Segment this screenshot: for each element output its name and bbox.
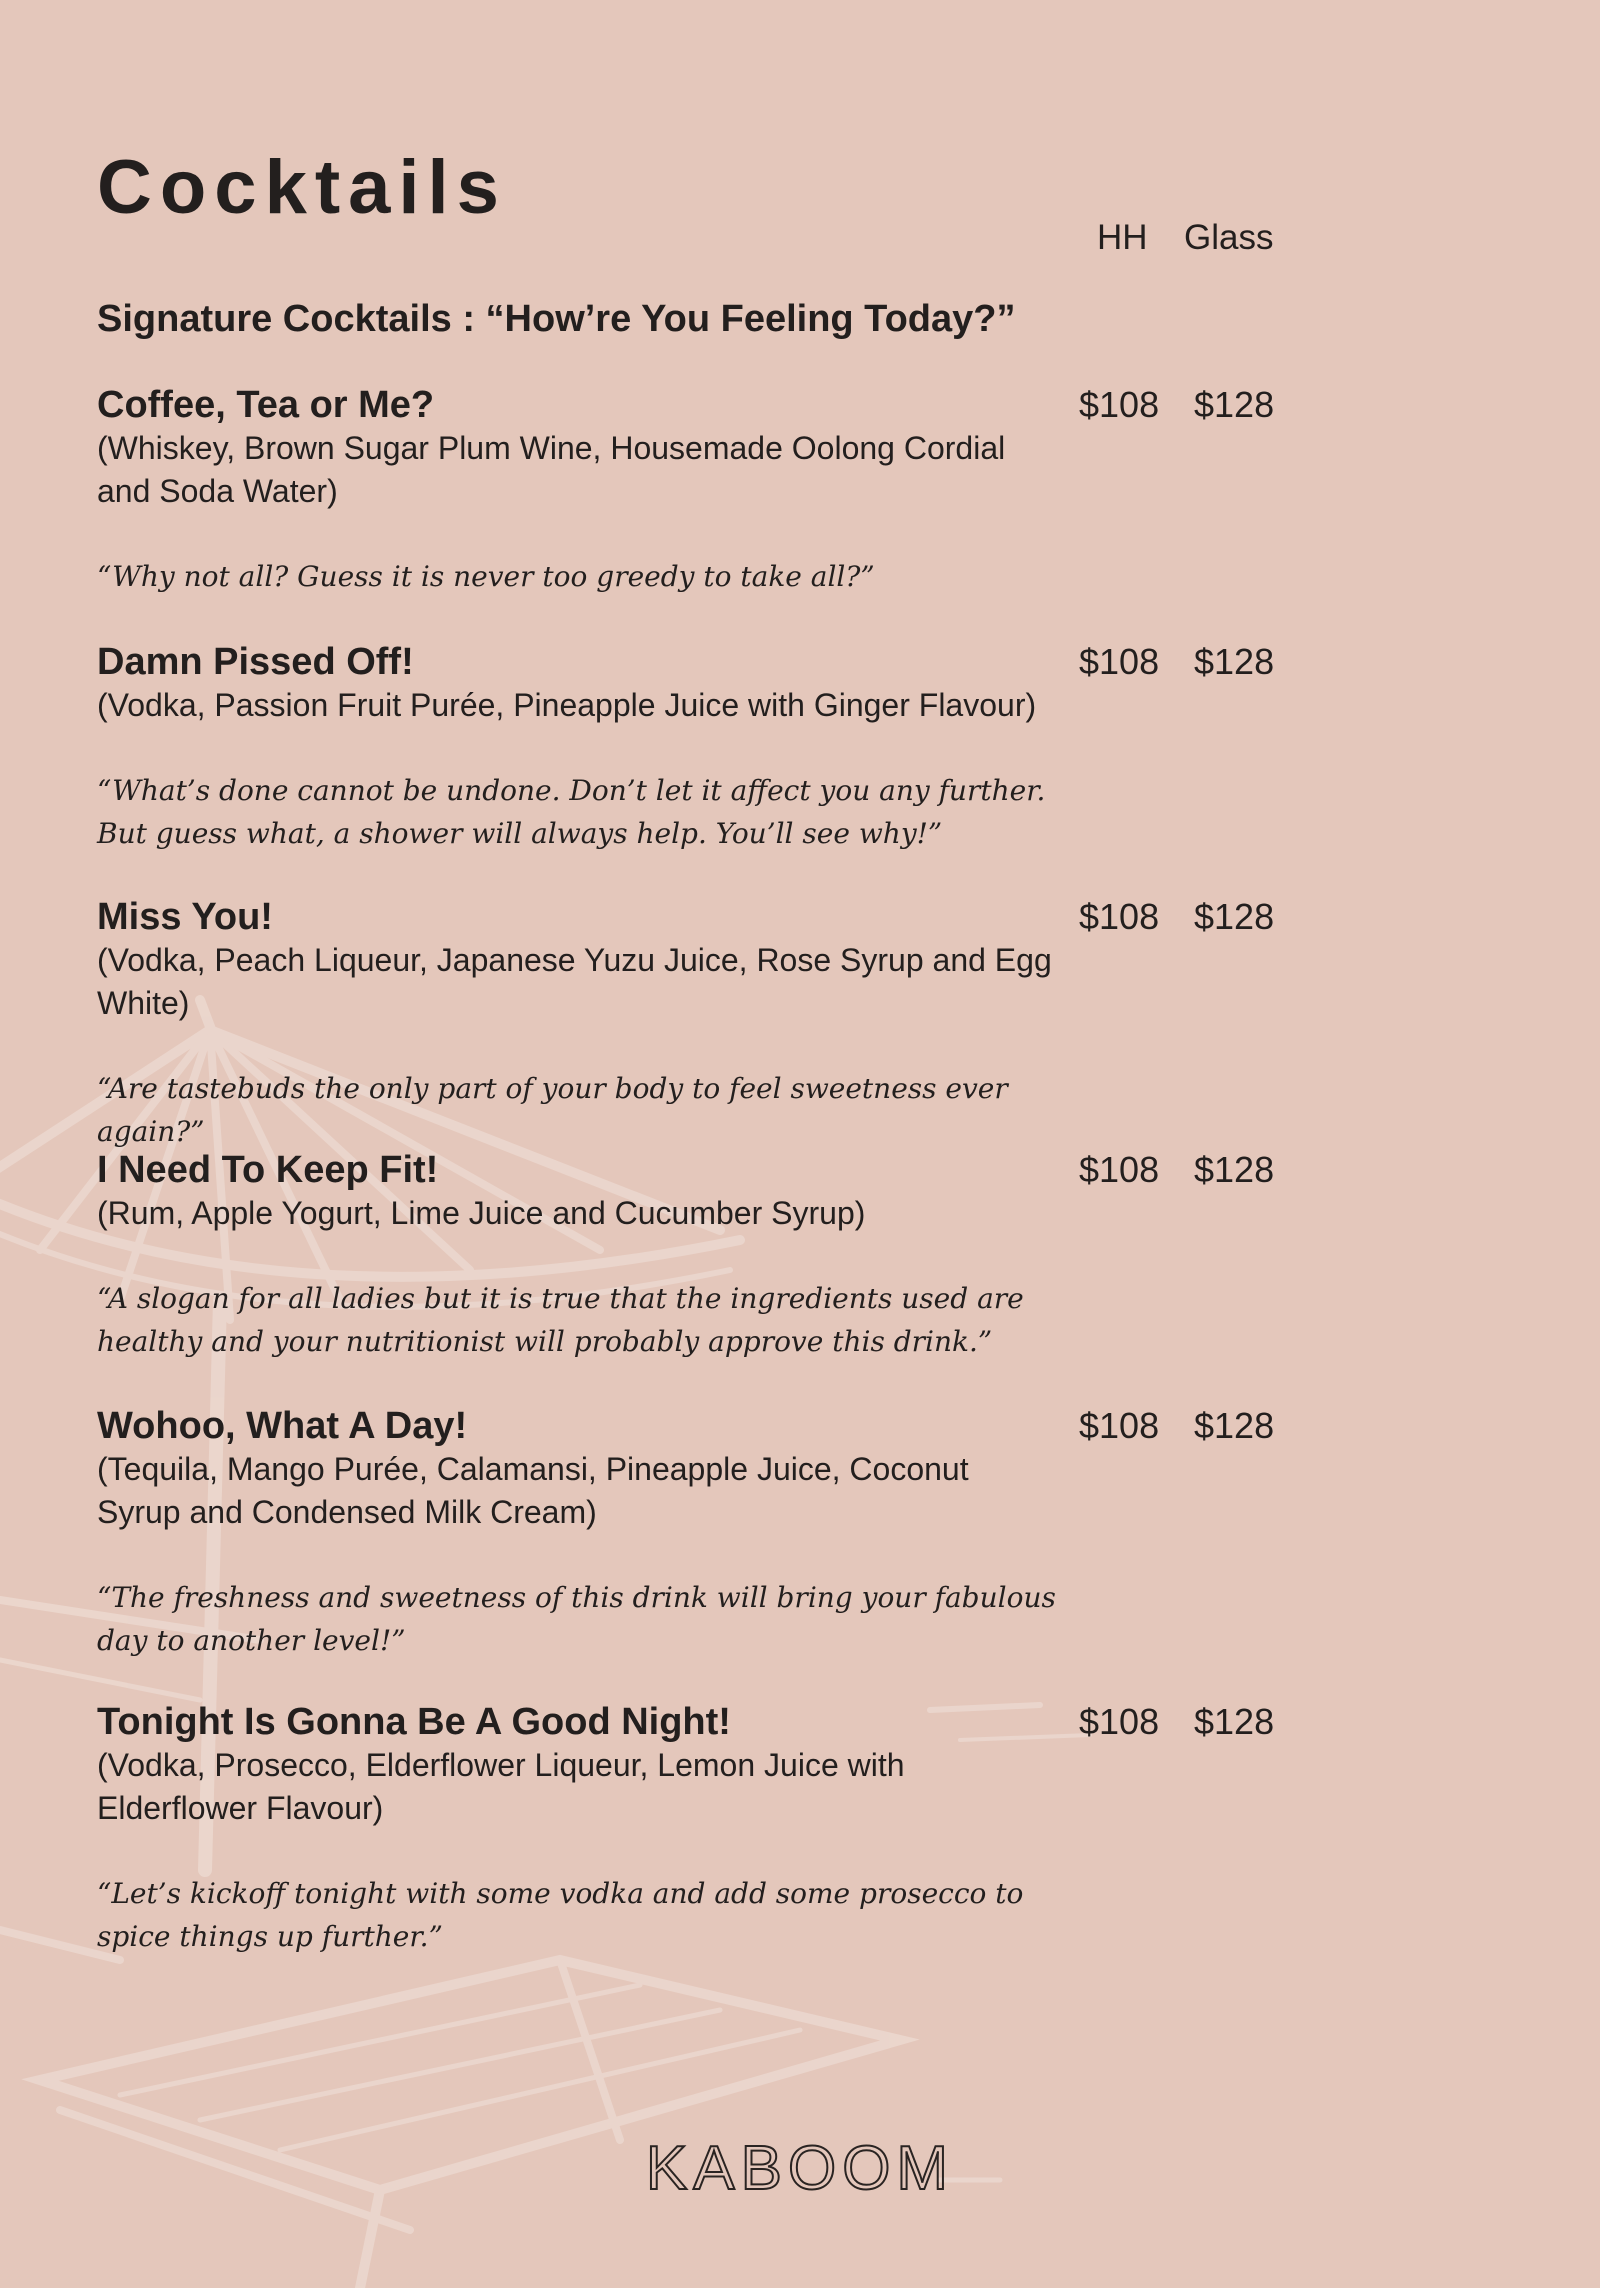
item-quote: “Are tastebuds the only part of your body to feel sweetness ever again?” [97, 1072, 1008, 1148]
price-hh: $108 [1079, 1149, 1160, 1190]
item-quote: “Why not all? Guess it is never too greedy to take all?” [97, 560, 875, 593]
menu-item [97, 383, 1277, 598]
menu-item [97, 640, 1277, 855]
price-hh: $108 [1079, 896, 1160, 937]
item-name: Tonight Is Gonna Be A Good Night! [97, 1701, 731, 1743]
item-description: (Tequila, Mango Purée, Calamansi, Pineapple Juice, Coconut Syrup and Condensed Milk Cream) [97, 1451, 969, 1530]
price-hh: $108 [1079, 1701, 1160, 1742]
item-name: Miss You! [97, 896, 273, 938]
item-description: (Whiskey, Brown Sugar Plum Wine, Housemade Oolong Cordial and Soda Water) [97, 430, 1006, 509]
page-title: Cocktails [97, 145, 507, 230]
price-hh: $108 [1079, 1405, 1160, 1446]
menu-item [97, 895, 1277, 1153]
item-name: Damn Pissed Off! [97, 641, 414, 683]
section-title: Signature Cocktails : “How’re You Feeling Today?” [97, 298, 1016, 340]
price-glass: $128 [1194, 384, 1275, 425]
item-name: Coffee, Tea or Me? [97, 384, 435, 426]
price-glass: $128 [1194, 1405, 1275, 1446]
item-description: (Vodka, Passion Fruit Purée, Pineapple Juice with Ginger Flavour) [97, 687, 1037, 723]
menu-item [97, 1404, 1277, 1662]
column-header-hh: HH [1097, 218, 1148, 257]
price-glass: $128 [1194, 1701, 1275, 1742]
item-quote: “What’s done cannot be undone. Don’t let it affect you any further. But guess what, a shower will always help. You’ll see why!” [97, 774, 1046, 850]
price-glass: $128 [1194, 896, 1275, 937]
menu-item [97, 1148, 1277, 1363]
menu-item [97, 1700, 1277, 1958]
kaboom-logo: KABOOM [645, 2134, 955, 2203]
column-header-glass: Glass [1184, 218, 1274, 257]
item-quote: “The freshness and sweetness of this drink will bring your fabulous day to another level!” [97, 1581, 1056, 1657]
item-name: I Need To Keep Fit! [97, 1149, 439, 1191]
price-glass: $128 [1194, 1149, 1275, 1190]
item-description: (Rum, Apple Yogurt, Lime Juice and Cucumber Syrup) [97, 1195, 866, 1231]
item-description: (Vodka, Prosecco, Elderflower Liqueur, Lemon Juice with Elderflower Flavour) [97, 1747, 905, 1826]
price-hh: $108 [1079, 641, 1160, 682]
item-quote: “Let’s kickoff tonight with some vodka and add some prosecco to spice things up further.” [97, 1877, 1024, 1953]
item-description: (Vodka, Peach Liqueur, Japanese Yuzu Juice, Rose Syrup and Egg White) [97, 942, 1052, 1021]
item-name: Wohoo, What A Day! [97, 1405, 468, 1447]
price-glass: $128 [1194, 641, 1275, 682]
price-hh: $108 [1079, 384, 1160, 425]
item-quote: “A slogan for all ladies but it is true that the ingredients used are healthy and your nutritionist will probably approve this drink.” [97, 1282, 1024, 1358]
